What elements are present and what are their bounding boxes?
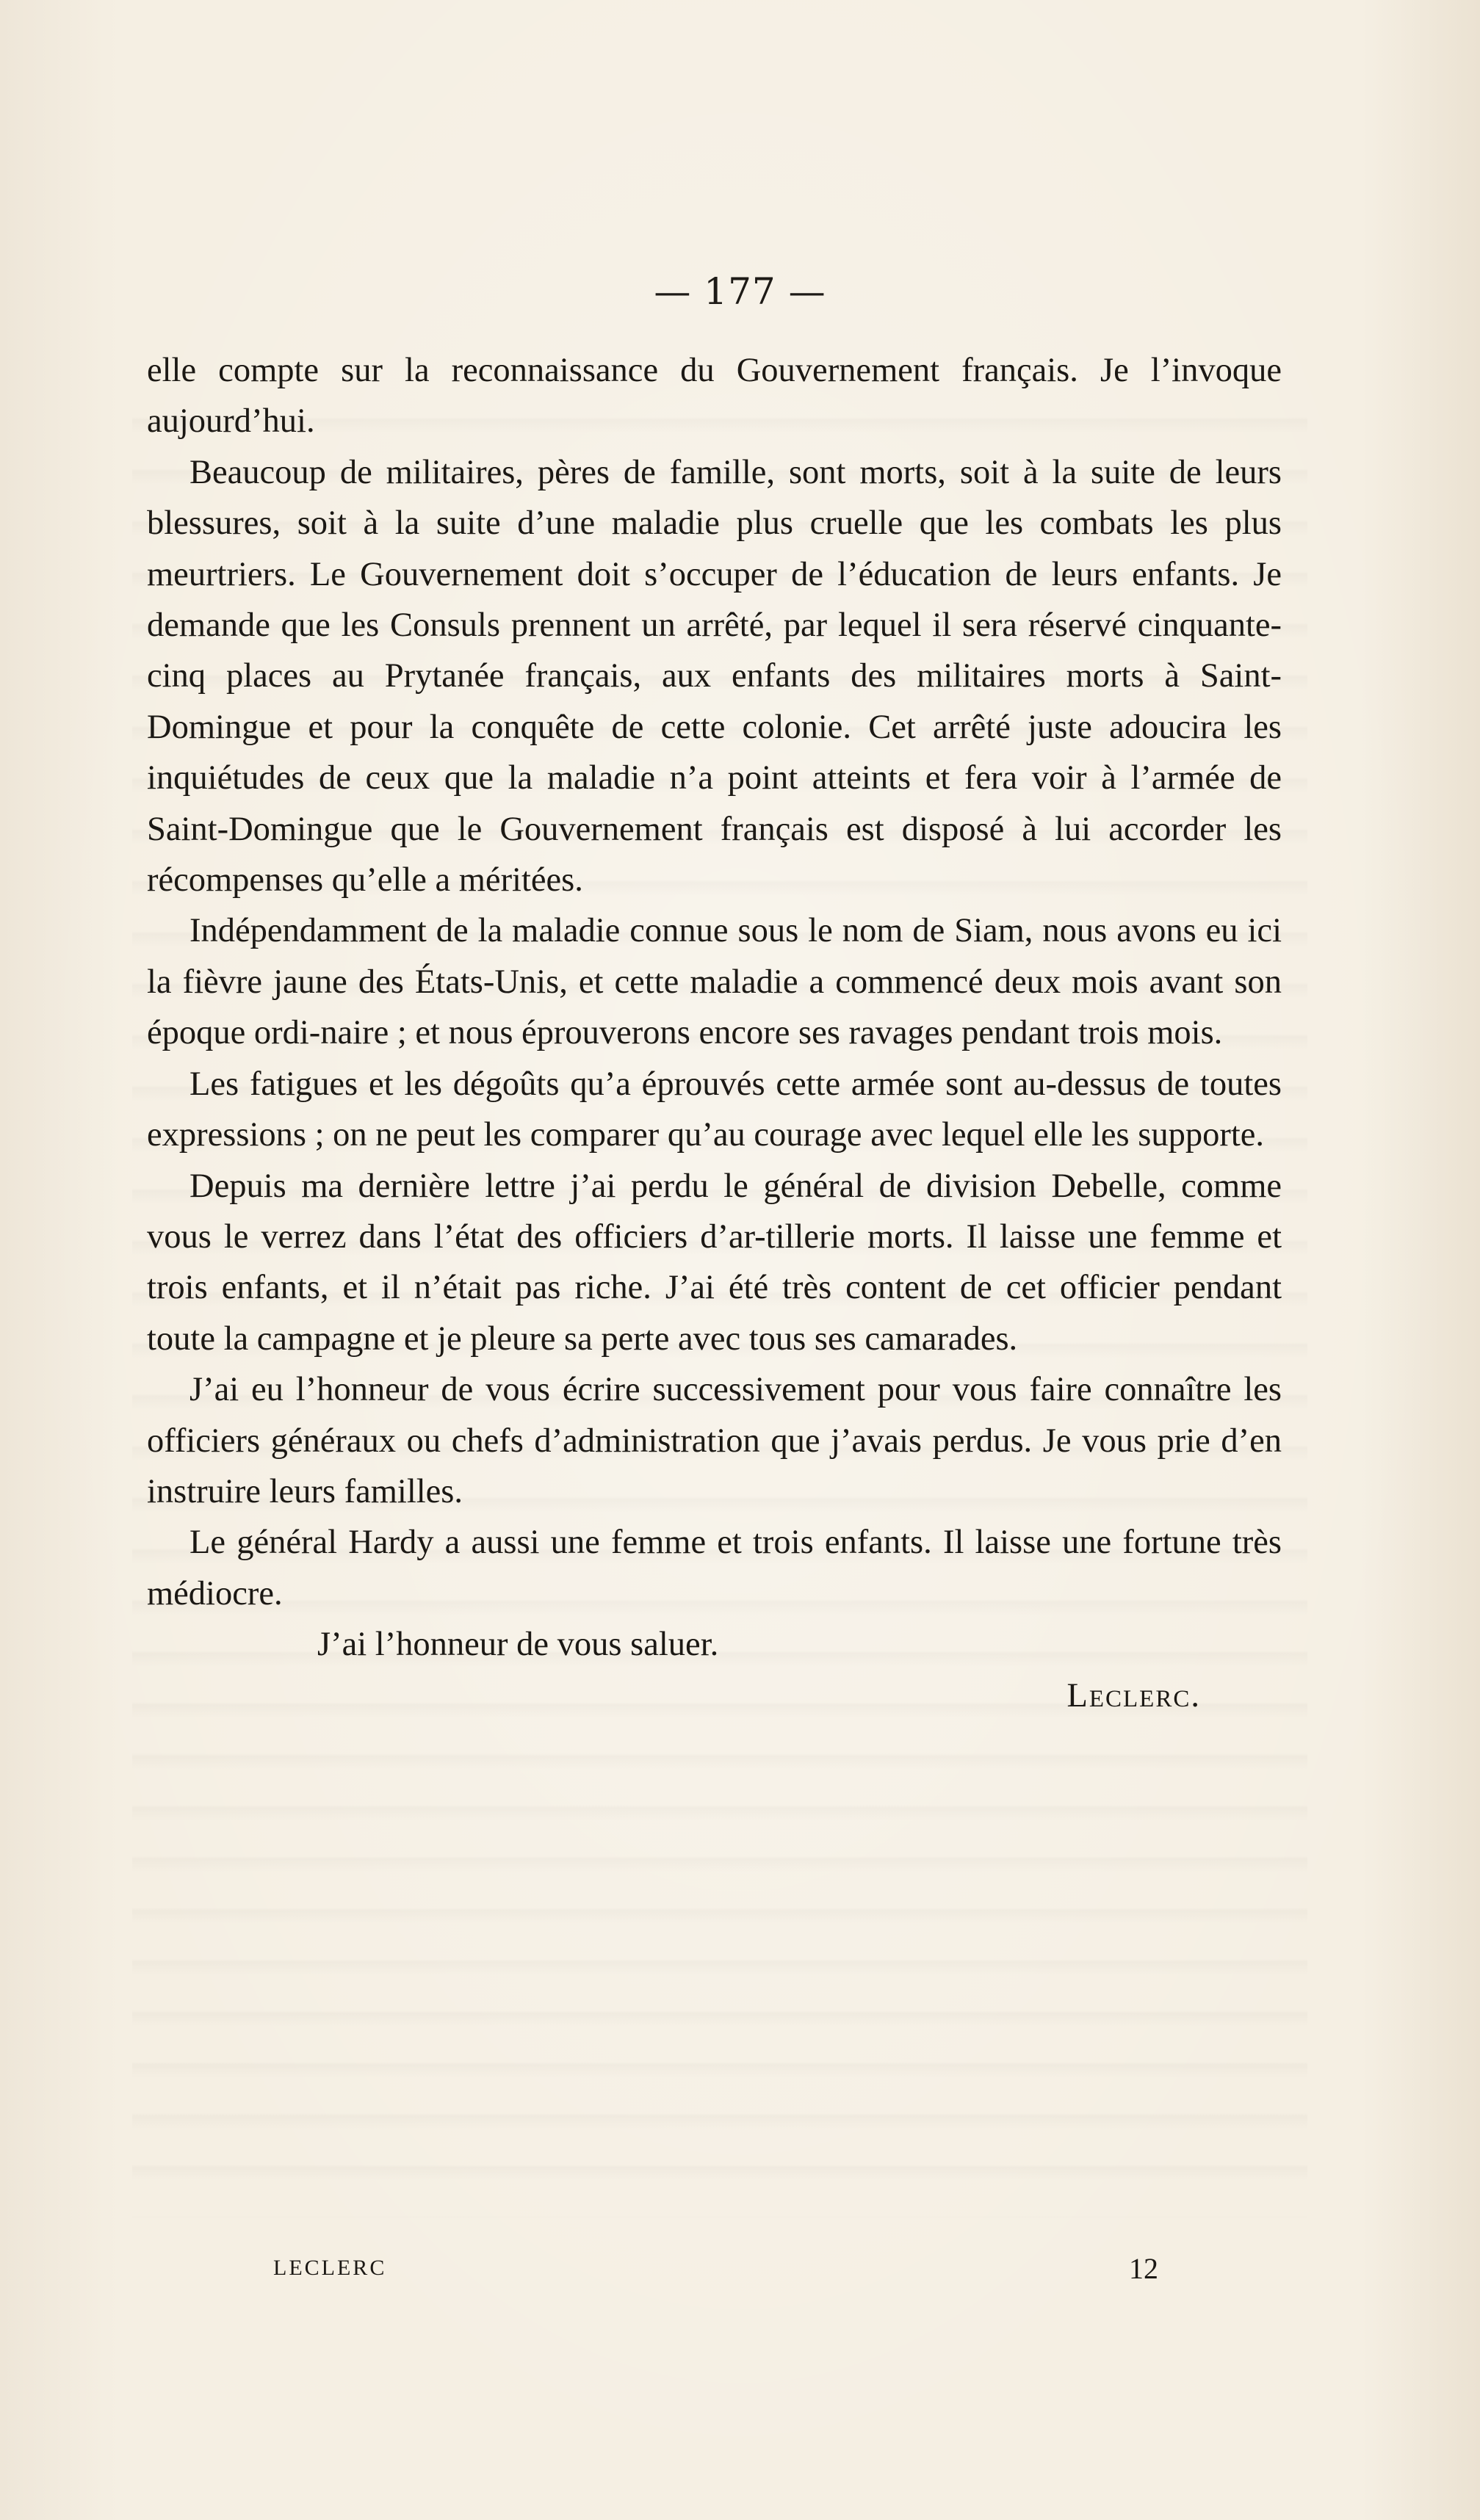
paragraph-7: Le général Hardy a aussi une femme et trois enfants. Il laisse une fortune très médiocre. [147, 1524, 1282, 1612]
paragraph-6: J’ai eu l’honneur de vous écrire successivement pour vous faire connaître les officiers généraux ou chefs d’administration que j’avais perdus. Je vous prie d’en instruire leurs familles. [147, 1371, 1282, 1510]
paragraph-2: Beaucoup de militaires, pères de famille, sont morts, soit à la suite de leurs blessures, soit à la suite d’une maladie plus cruelle que les combats les plus meurtriers. Le Gouvernement doit s’occuper de l’éducation de leurs enfants. Je demande que les Consuls prennent un arrêté, par lequel il sera réservé cinquante-cinq places au Prytanée français, aux enfants des militaires morts à Saint-Domingue et pour la conquête de cette colonie. Cet arrêté juste adoucira les inquiétudes de ceux que la maladie n’a point atteints et fera voir à l’armée de Saint-Domingue que le Gouvernement français est disposé à lui accorder les récompenses qu’elle a méritées. [147, 453, 1282, 899]
letter-body [147, 345, 1282, 1721]
signature: Leclerc. [1066, 1676, 1201, 1715]
paragraph-3: Indépendamment de la maladie connue sous le nom de Siam, nous avons eu ici la fièvre jaune des États-Unis, et cette maladie a commencé deux mois avant son époque ordi-naire ; et nous éprouverons encore ses ravages pendant trois mois. [147, 912, 1282, 1052]
paragraph-1: elle compte sur la reconnaissance du Gouvernement français. Je l’invoque aujourd’hui. [147, 352, 1282, 441]
paragraph-5: Depuis ma dernière lettre j’ai perdu le général de division Debelle, comme vous le verrez dans l’état des officiers d’ar-tillerie morts. Il laisse une femme et trois enfants, et il n’était pas riche. J’ai été très content de cet officier pendant toute la campagne et je pleure sa perte avec tous ses camarades. [147, 1167, 1282, 1358]
closing-line: J’ai l’honneur de vous saluer. [317, 1626, 719, 1664]
footer-gathering-number: 12 [1129, 2252, 1158, 2285]
page-number-header: — 177 — [654, 270, 826, 313]
paragraph-4: Les fatigues et les dégoûts qu’a éprouvés cette armée sont au-dessus de toutes expressions ; on ne peut les comparer qu’au courage avec lequel elle les supporte. [147, 1065, 1282, 1154]
page-footer [0, 2252, 1480, 2292]
footer-signature-mark: LECLERC [273, 2256, 387, 2280]
